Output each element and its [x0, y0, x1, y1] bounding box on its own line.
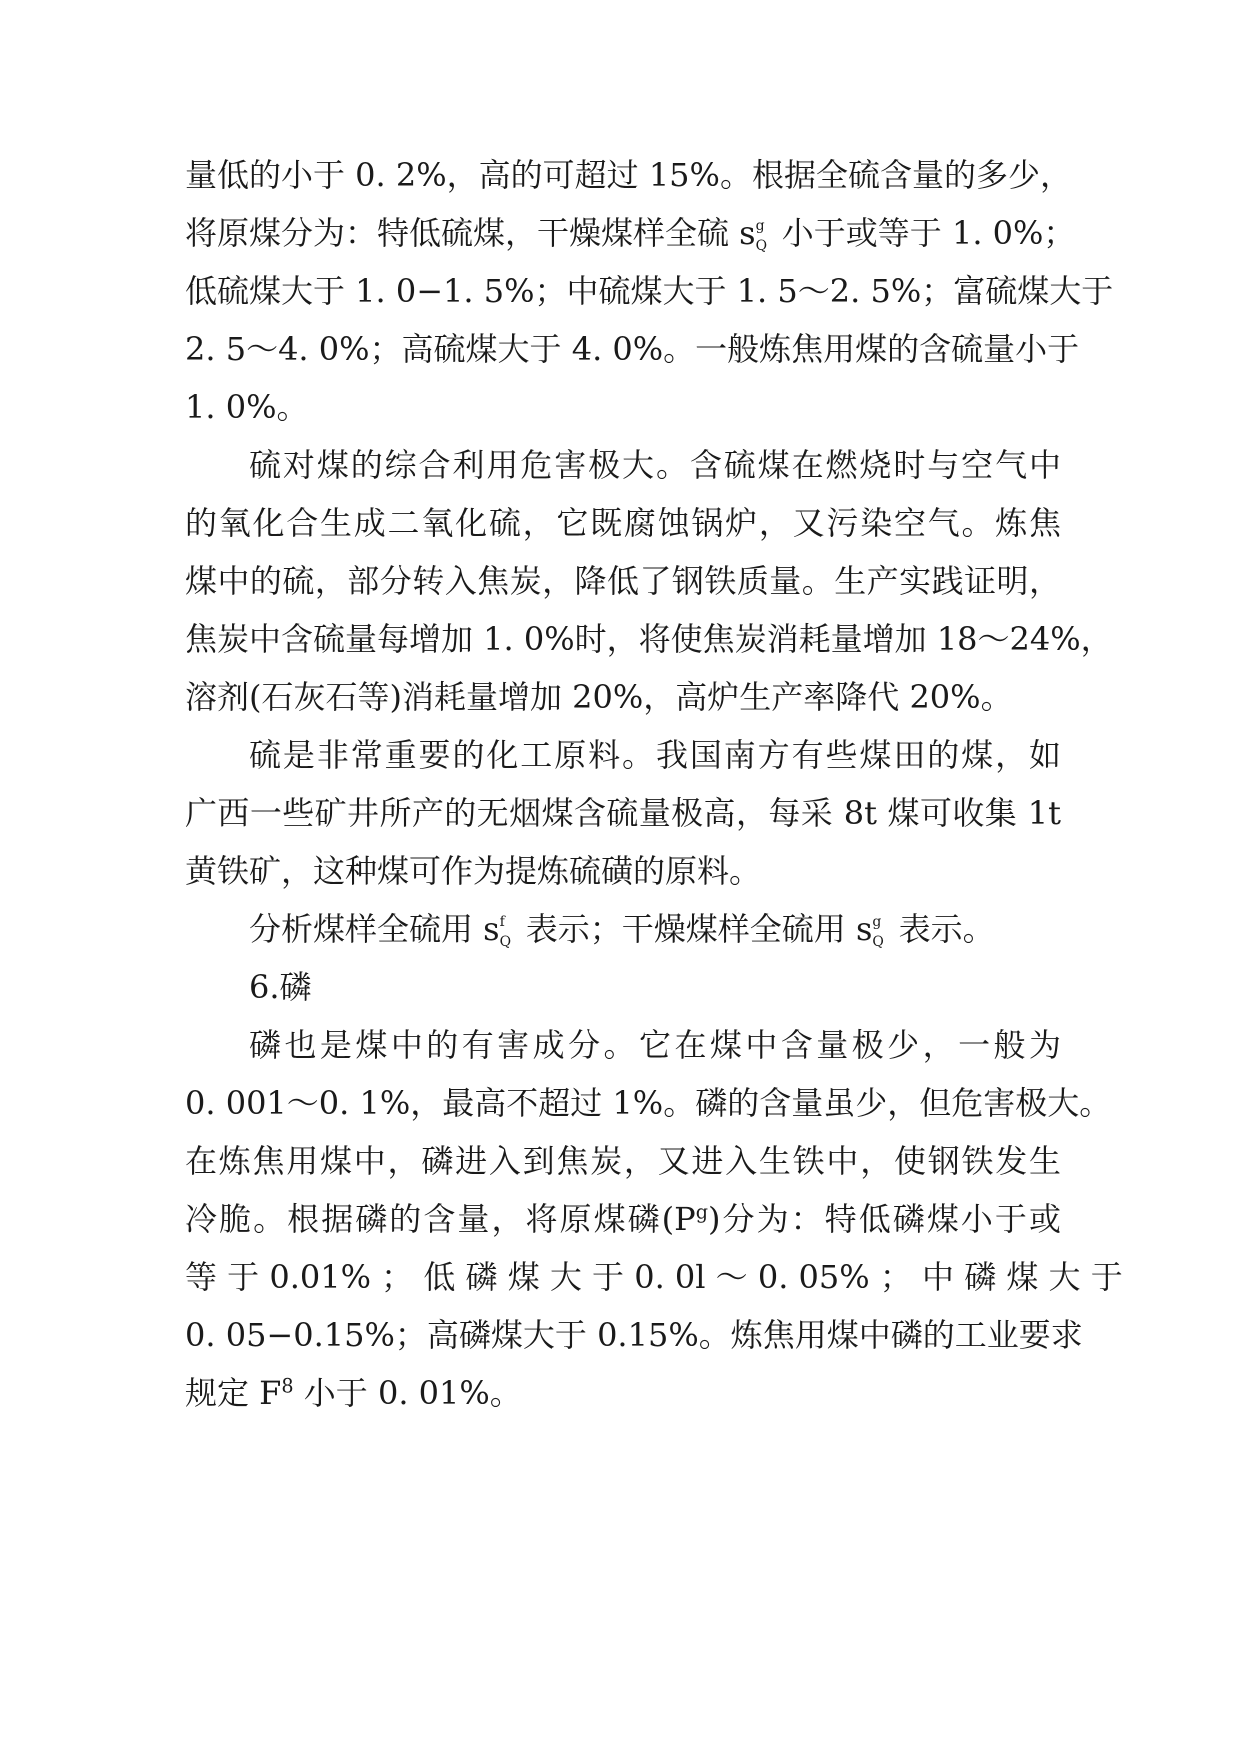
- text-line: 0. 05−0.15%；高磷煤大于 0.15%。炼焦用煤中磷的工业要求: [185, 1316, 1083, 1354]
- text-line: 黄铁矿，这种煤可作为提炼硫磺的原料。: [185, 852, 762, 890]
- text-line: 2. 5～4. 0%；高硫煤大于 4. 0%。一般炼焦用煤的含硫量小于: [185, 330, 1080, 368]
- text-line: 硫对煤的综合利用危害极大。含硫煤在燃烧时与空气中: [249, 446, 1061, 484]
- section-heading: 6.磷: [249, 968, 312, 1006]
- superscript: 8: [281, 1374, 294, 1398]
- subscript: Q: [499, 933, 512, 950]
- subscript: Q: [872, 933, 884, 950]
- text-line: 焦炭中含硫量每增加 1. 0%时，将使焦炭消耗量增加 18～24%，: [185, 620, 1113, 658]
- text-line: 冷脆。根据磷的含量，将原煤磷$(P^g)$分为：特低磷煤小于或: [185, 1200, 1061, 1238]
- text-line: 溶剂(石灰石等)消耗量增加 20%，高炉生产率降代 20%。: [185, 678, 1013, 716]
- text-line: 在炼焦用煤中，磷进入到焦炭，又进入生铁中，使钢铁发生: [185, 1142, 1061, 1180]
- text-line: 规定 $F^8$ 小于 0. 01%。: [185, 1374, 522, 1412]
- text-line: 煤中的硫，部分转入焦炭，降低了钢铁质量。生产实践证明，: [185, 562, 1061, 600]
- subscript: Q: [755, 237, 768, 254]
- text-line: 分析煤样全硫用 s f Q 表示；干燥煤样全硫用 s g Q 表示。: [249, 910, 995, 950]
- text-line: 等 于 0.01% ； 低 磷 煤 大 于 0. 0l ～ 0. 05% ； 中 磷 煤 大 于: [185, 1258, 1123, 1296]
- text-line: 硫是非常重要的化工原料。我国南方有些煤田的煤，如: [249, 736, 1061, 774]
- text-line: 广西一些矿井所产的无烟煤含硫量极高，每采 8t 煤可收集 1t: [185, 794, 1061, 832]
- text-line: 低硫煤大于 1. 0−1. 5%；中硫煤大于 1. 5～2. 5%；富硫煤大于: [185, 272, 1114, 310]
- text-line: 的氧化合生成二氧化硫，它既腐蚀锅炉，又污染空气。炼焦: [185, 504, 1061, 542]
- text-line: 1. 0%。: [185, 388, 309, 426]
- superscript: g: [695, 1200, 708, 1224]
- text-line: 磷也是煤中的有害成分。它在煤中含量极少，一般为: [249, 1026, 1061, 1064]
- superscript: f: [499, 913, 505, 930]
- text-line: 将原煤分为：特低硫煤，干燥煤样全硫 s g Q 小于或等于 1. 0%；: [185, 214, 1076, 254]
- superscript: g: [872, 913, 882, 930]
- text-line: 量低的小于 0. 2%，高的可超过 15%。根据全硫含量的多少，: [185, 156, 1072, 194]
- text-line: 0. 001～0. 1%，最高不超过 1%。磷的含量虽少，但危害极大。: [185, 1084, 1112, 1122]
- superscript: g: [755, 217, 765, 234]
